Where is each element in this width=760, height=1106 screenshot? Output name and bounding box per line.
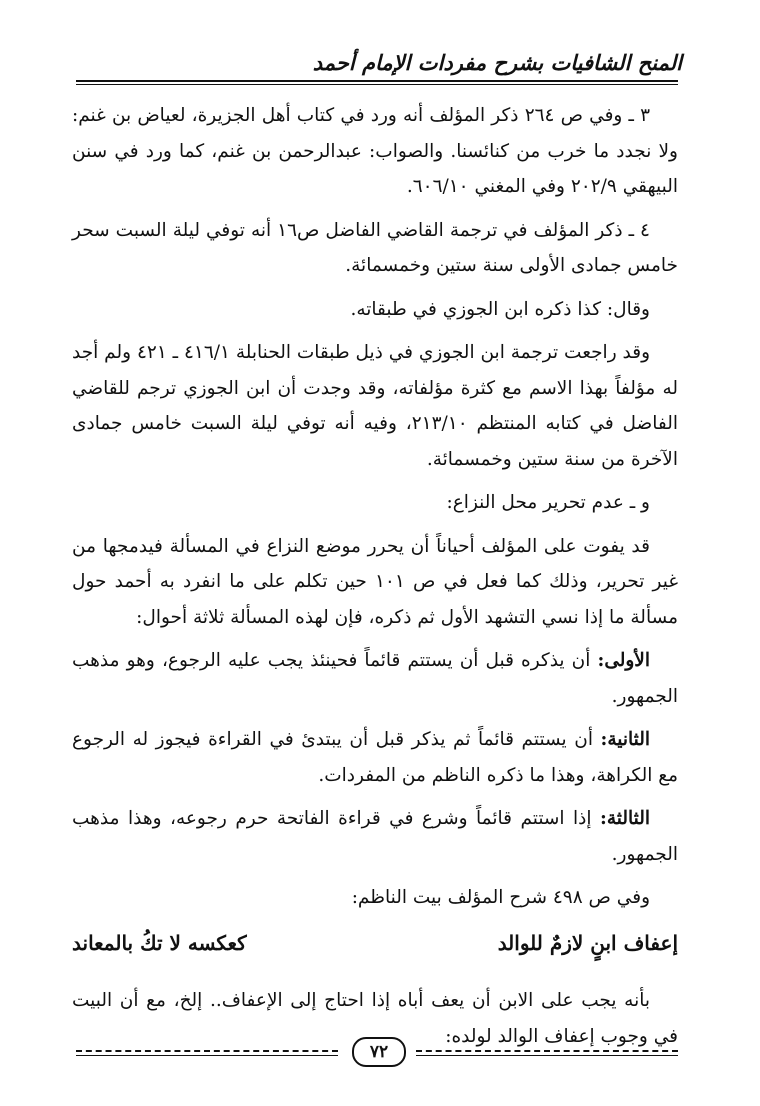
case-text: إذا استتم قائماً وشرع في قراءة الفاتحة حرم رجوعه، وهذا مذهب الجمهور. bbox=[72, 808, 678, 865]
page-body bbox=[72, 98, 678, 1062]
paragraph-point-3: ٣ ـ وفي ص ٢٦٤ ذكر المؤلف أنه ورد في كتاب أهل الجزيرة، لعياض بن غنم: ولا نجدد ما خرب من كنائسنا. والصواب: عبدالرحمن بن غنم، كما ورد في سنن البيهقي ٢٠٢/٩ وفي المغني ٦٠٦/١٠. bbox=[72, 105, 678, 197]
poetry-verse bbox=[72, 926, 678, 962]
case-label: الثالثة: bbox=[600, 808, 650, 829]
case-text: أن يستتم قائماً ثم يذكر قبل أن يبتدئ في القراءة فيجوز له الرجوع مع الكراهة، وهذا ما ذكره الناظم من المفردات. bbox=[72, 729, 678, 786]
paragraph-quote: وقال: كذا ذكره ابن الجوزي في طبقاته. bbox=[350, 298, 650, 320]
paragraph-closing: بأنه يجب على الابن أن يعف أباه إذا احتاج إلى الإعفاف.. إلخ، مع أن البيت في وجوب إعفاف الوالد لولده: bbox=[72, 990, 678, 1047]
case-text: أن يذكره قبل أن يستتم قائماً فحينئذ يجب عليه الرجوع، وهو مذهب الجمهور. bbox=[72, 650, 678, 707]
page-footer bbox=[76, 1036, 678, 1066]
header-rule bbox=[76, 80, 678, 82]
verse-second-hemistich: كعكسه لا تكُ بالمعاند bbox=[72, 930, 247, 955]
footer-dashed-rule-right bbox=[416, 1050, 678, 1052]
footer-rule-left bbox=[76, 1055, 338, 1056]
paragraph-review: وقد راجعت ترجمة ابن الجوزي في ذيل طبقات الحنابلة ٤١٦/١ ـ ٤٢١ ولم أجد له مؤلفاً بهذا الاسم مع كثرة مؤلفاته، وقد وجدت أن ابن الجوزي ترجم للقاضي الفاضل في كتابه المنتظم ٢١٣/١٠، وفيه أنه توفي ليلة السبت خامس جمادى الآخرة من سنة ستين وخمسمائة. bbox=[72, 342, 679, 470]
case-label: الثانية: bbox=[600, 729, 650, 750]
verse-first-hemistich: إعفاف ابنٍ لازمٌ للوالد bbox=[497, 930, 678, 955]
header-rule-thin bbox=[76, 84, 678, 85]
verse-intro: وفي ص ٤٩٨ شرح المؤلف بيت الناظم: bbox=[351, 887, 650, 908]
section-heading: و ـ عدم تحرير محل النزاع: bbox=[446, 492, 650, 513]
case-first bbox=[72, 643, 678, 714]
paragraph-dispute: قد يفوت على المؤلف أحياناً أن يحرر موضع النزاع في المسألة فيدمجها من غير تحرير، وذلك كما فعل في ص ١٠١ حين تكلم على ما انفرد به أحمد حول مسألة ما إذا نسي التشهد الأول ثم ذكره، فإن لهذه المسألة ثلاثة أحوال: bbox=[72, 535, 679, 628]
paragraph-point-4: ٤ ـ ذكر المؤلف في ترجمة القاضي الفاضل ص١٦ أنه توفي ليلة السبت سحر خامس جمادى الأولى سنة ستين وخمسمائة. bbox=[72, 219, 678, 276]
page-number: ٧٢ bbox=[352, 1037, 406, 1067]
case-third bbox=[72, 801, 678, 872]
footer-dashed-rule-left bbox=[76, 1050, 338, 1052]
case-second bbox=[72, 722, 678, 793]
case-label: الأولى: bbox=[597, 650, 650, 671]
running-header-title: المنح الشافيات بشرح مفردات الإمام أحمد bbox=[312, 50, 682, 75]
footer-rule-right bbox=[416, 1055, 678, 1056]
